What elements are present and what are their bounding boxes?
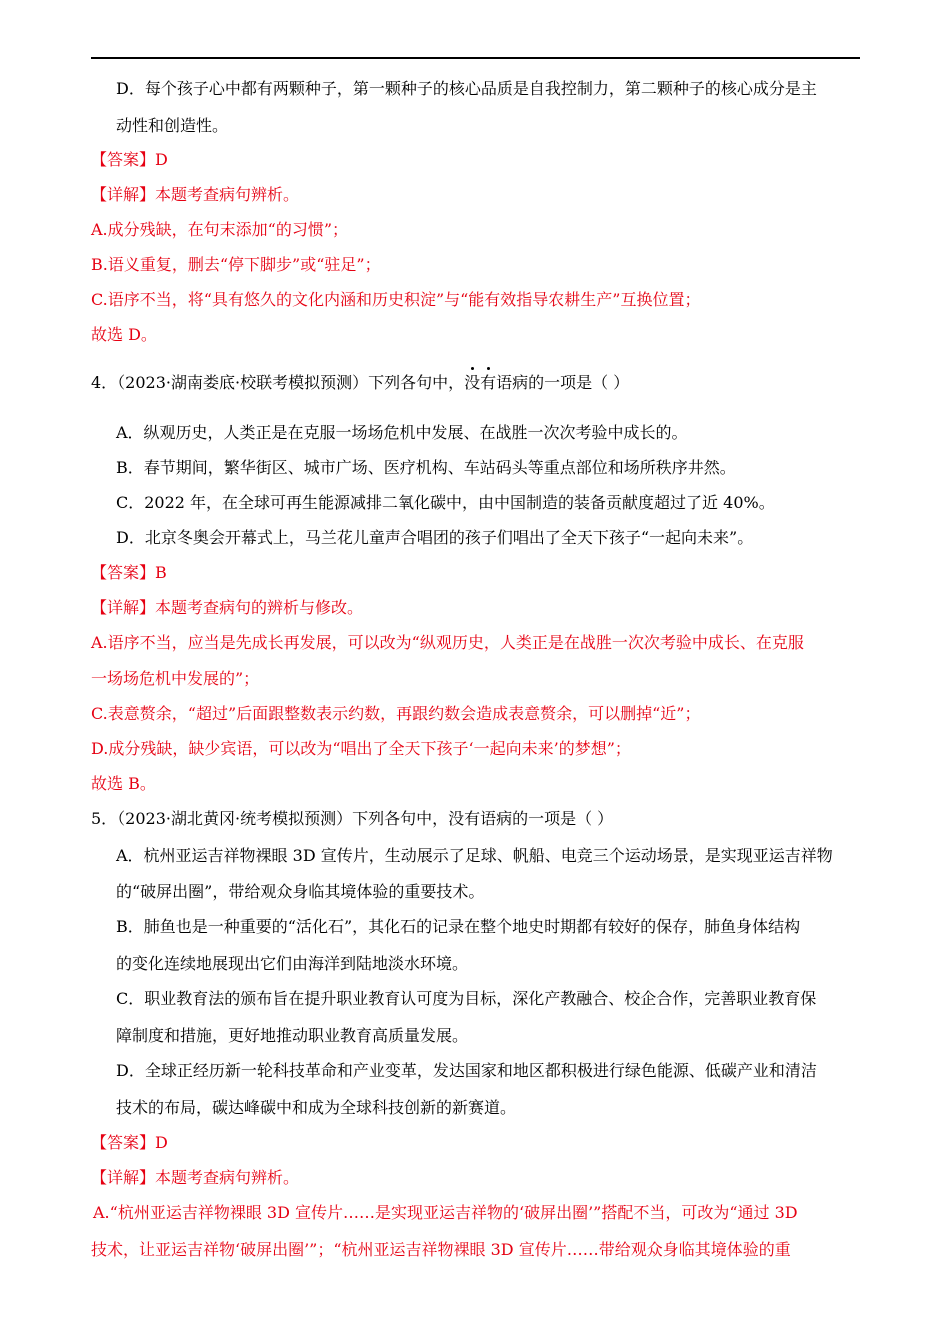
q5-detail: 【详解】本题考查病句辨析。 <box>91 1168 300 1187</box>
q4-option-c: C．2022 年，在全球可再生能源减排二氧化碳中，由中国制造的装备贡献度超过了近 40%。 <box>116 493 775 512</box>
q5-explain-a-line2: 技术，让亚运吉祥物‘破屏出圈’”；“杭州亚运吉祥物裸眼 3D 宣传片……带给观众身临其境体验的重 <box>91 1240 791 1259</box>
q3-option-d-line1: D．每个孩子心中都有两颗种子，第一颗种子的核心品质是自我控制力，第二颗种子的核心成分是主 <box>116 79 817 98</box>
header-rule <box>91 57 860 59</box>
q3-option-d-line2: 动性和创造性。 <box>116 116 229 135</box>
q5-option-c-line1: C．职业教育法的颁布旨在提升职业教育认可度为目标，深化产教融合、校企合作，完善职业教育保 <box>116 989 817 1008</box>
q4-stem-emphasis-1: 没 <box>464 373 481 392</box>
q4-answer: 【答案】B <box>91 563 167 582</box>
q5-explain-a-line1: A.“杭州亚运吉祥物裸眼 3D 宣传片……是实现亚运吉祥物的‘破屏出圈’”搭配不当，可改为“通过 3D <box>93 1203 798 1222</box>
q4-stem <box>91 372 629 394</box>
q5-option-a-line2: 的“破屏出圈”，带给观众身临其境体验的重要技术。 <box>116 882 485 901</box>
q5-option-d-line2: 技术的布局，碳达峰碳中和成为全球科技创新的新赛道。 <box>116 1098 517 1117</box>
q5-option-c-line2: 障制度和措施，更好地推动职业教育高质量发展。 <box>116 1026 469 1045</box>
q4-explain-a-line2: 一场场危机中发展的”； <box>91 669 260 688</box>
q4-stem-prefix: 4．（2023·湖南娄底·校联考模拟预测）下列各句中， <box>91 373 465 392</box>
q4-explain-d: D.成分残缺，缺少宾语，可以改为“唱出了全天下孩子‘一起向未来’的梦想”； <box>91 739 631 758</box>
q4-option-b: B．春节期间，繁华街区、城市广场、医疗机构、车站码头等重点部位和场所秩序井然。 <box>116 458 736 477</box>
q5-answer: 【答案】D <box>91 1133 168 1152</box>
q3-explain-c: C.语序不当，将“具有悠久的文化内涵和历史积淀”与“能有效指导农耕生产”互换位置； <box>91 290 701 309</box>
q4-stem-emphasis-2: 有 <box>480 373 497 392</box>
q5-option-d-line1: D．全球正经历新一轮科技革命和产业变革，发达国家和地区都积极进行绿色能源、低碳产业和清洁 <box>116 1061 817 1080</box>
q4-detail: 【详解】本题考查病句的辨析与修改。 <box>91 598 364 617</box>
q5-option-b-line1: B．肺鱼也是一种重要的“活化石”，其化石的记录在整个地史时期都有较好的保存，肺鱼身体结构 <box>116 917 801 936</box>
q5-stem: 5．（2023·湖北黄冈·统考模拟预测）下列各句中，没有语病的一项是（ ） <box>91 809 614 828</box>
q4-explain-c: C.表意赘余，“超过”后面跟整数表示约数，再跟约数会造成表意赘余，可以删掉“近”； <box>91 704 701 723</box>
q4-option-a: A．纵观历史，人类正是在克服一场场危机中发展、在战胜一次次考验中成长的。 <box>116 423 688 442</box>
q3-detail: 【详解】本题考查病句辨析。 <box>91 185 300 204</box>
q4-stem-suffix: 语病的一项是（ ） <box>496 373 630 392</box>
q4-explain-a-line1: A.语序不当，应当是先成长再发展，可以改为“纵观历史，人类正是在战胜一次次考验中成长、在克服 <box>91 633 804 652</box>
q4-choose: 故选 B。 <box>91 774 156 793</box>
q5-option-b-line2: 的变化连续地展现出它们由海洋到陆地淡水环境。 <box>116 954 469 973</box>
q3-choose: 故选 D。 <box>91 325 157 344</box>
q5-option-a-line1: A．杭州亚运吉祥物裸眼 3D 宣传片，生动展示了足球、帆船、电竞三个运动场景，是实现亚运吉祥物 <box>116 846 833 865</box>
q3-explain-b: B.语义重复，删去“停下脚步”或“驻足”； <box>91 255 381 274</box>
q3-explain-a: A.成分残缺，在句末添加“的习惯”； <box>91 220 349 239</box>
q4-option-d: D．北京冬奥会开幕式上，马兰花儿童声合唱团的孩子们唱出了全天下孩子“一起向未来”。 <box>116 528 754 547</box>
q3-answer: 【答案】D <box>91 150 168 169</box>
